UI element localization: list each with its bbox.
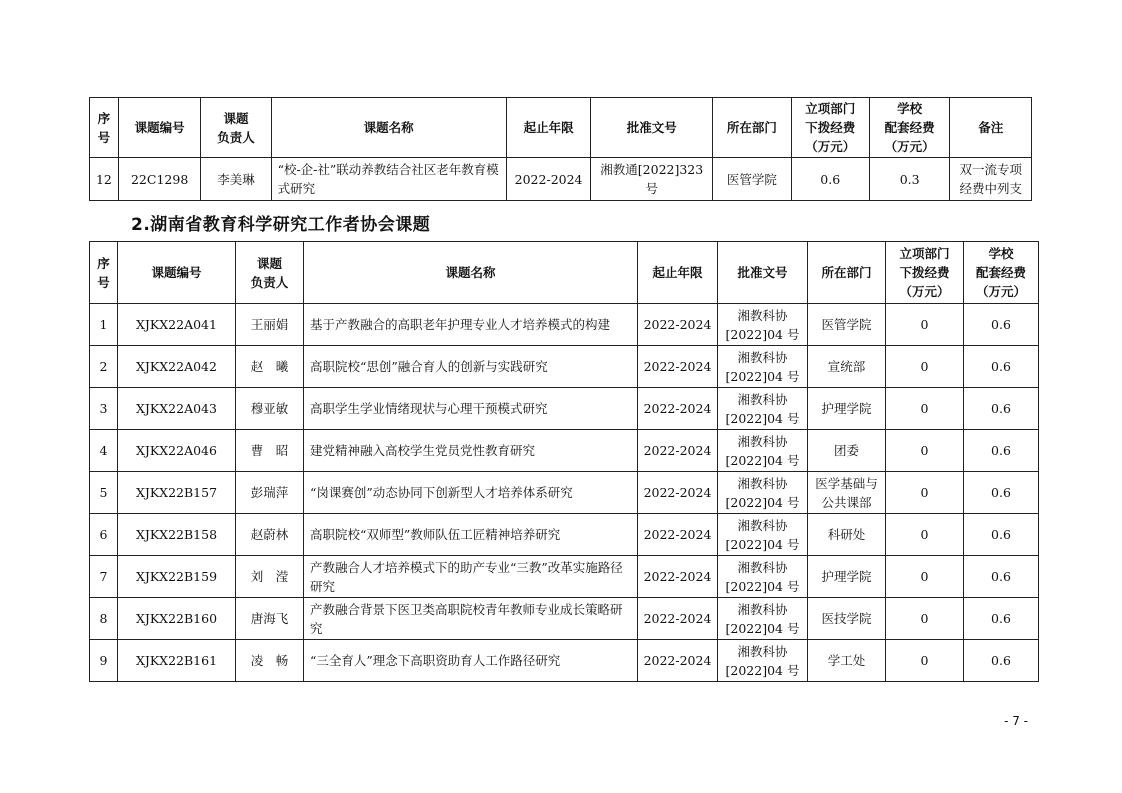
table-cell: XJKX22B158: [118, 514, 236, 556]
table-row: [90, 556, 1039, 598]
table-cell: 科研处: [808, 514, 886, 556]
table-cell: 22C1298: [118, 158, 201, 201]
table-row: [90, 430, 1039, 472]
table-cell: 2: [90, 346, 118, 388]
table-cell: 赵 曦: [236, 346, 304, 388]
table-cell: 穆亚敏: [236, 388, 304, 430]
table-cell: 唐海飞: [236, 598, 304, 640]
table-cell: 2022-2024: [638, 346, 718, 388]
column-header: 序 号: [90, 98, 119, 158]
table-cell: 0.6: [791, 158, 869, 201]
table-cell: 0: [886, 346, 964, 388]
table-cell: 护理学院: [808, 388, 886, 430]
table-cell: 团委: [808, 430, 886, 472]
table-cell: 双一流专项经费中列支: [950, 158, 1032, 201]
column-header: 起止年限: [506, 98, 591, 158]
table-cell: 0.6: [964, 556, 1039, 598]
table-cell: 0: [886, 640, 964, 682]
column-header: 序 号: [90, 242, 118, 304]
table-cell: 湘教科协 [2022]04 号: [718, 388, 808, 430]
column-header: 批准文号: [718, 242, 808, 304]
table-cell: 医技学院: [808, 598, 886, 640]
table-cell: 湘教科协 [2022]04 号: [718, 346, 808, 388]
table-cell: 湘教科协 [2022]04 号: [718, 640, 808, 682]
column-header: 立项部门 下拨经费 （万元）: [791, 98, 869, 158]
table-cell: 医管学院: [713, 158, 791, 201]
table-cell: 2022-2024: [506, 158, 591, 201]
table-cell: 0.6: [964, 598, 1039, 640]
column-header: 起止年限: [638, 242, 718, 304]
table-cell: 0.6: [964, 346, 1039, 388]
table-cell: 2022-2024: [638, 514, 718, 556]
table-cell: 湘教科协 [2022]04 号: [718, 598, 808, 640]
table-row: [90, 158, 1032, 201]
table-cell: 产教融合背景下医卫类高职院校青年教师专业成长策略研究: [304, 598, 638, 640]
column-header: 立项部门 下拨经费 （万元）: [886, 242, 964, 304]
table-cell: 2022-2024: [638, 556, 718, 598]
table-cell: XJKX22B160: [118, 598, 236, 640]
column-header: 课题名称: [271, 98, 506, 158]
table-cell: 0.6: [964, 472, 1039, 514]
table-cell: 0.3: [869, 158, 949, 201]
column-header: 课题编号: [118, 242, 236, 304]
table-cell: 湘教科协 [2022]04 号: [718, 304, 808, 346]
table-cell: 0.6: [964, 430, 1039, 472]
column-header: 备注: [950, 98, 1032, 158]
table-cell: 高职院校“双师型”教师队伍工匠精神培养研究: [304, 514, 638, 556]
table-cell: 王丽娟: [236, 304, 304, 346]
table-cell: 建党精神融入高校学生党员党性教育研究: [304, 430, 638, 472]
table-row: [90, 598, 1039, 640]
section-heading: 2.湖南省教育科学研究工作者协会课题: [131, 215, 431, 235]
table-cell: “校-企-社”联动养教结合社区老年教育模式研究: [271, 158, 506, 201]
table-cell: 0: [886, 388, 964, 430]
table-cell: 0: [886, 598, 964, 640]
table-cell: 医学基础与 公共课部: [808, 472, 886, 514]
column-header: 批准文号: [591, 98, 713, 158]
table-cell: “岗课赛创”动态协同下创新型人才培养体系研究: [304, 472, 638, 514]
table-cell: 9: [90, 640, 118, 682]
table-row: [90, 514, 1039, 556]
table-cell: 湘教科协 [2022]04 号: [718, 472, 808, 514]
table-cell: 1: [90, 304, 118, 346]
table-cell: 8: [90, 598, 118, 640]
column-header: 学校 配套经费 （万元）: [869, 98, 949, 158]
table-cell: 曹 昭: [236, 430, 304, 472]
table-1: [89, 97, 1032, 201]
table-cell: 高职院校“思创”融合育人的创新与实践研究: [304, 346, 638, 388]
table-cell: 0: [886, 304, 964, 346]
table-cell: 湘教通[2022]323 号: [591, 158, 713, 201]
table-cell: 7: [90, 556, 118, 598]
column-header: 课题编号: [118, 98, 201, 158]
column-header: 课题 负责人: [201, 98, 271, 158]
table-cell: 高职学生学业情绪现状与心理干预模式研究: [304, 388, 638, 430]
table-cell: 12: [90, 158, 119, 201]
table-cell: 0: [886, 556, 964, 598]
table-cell: 产教融合人才培养模式下的助产专业“三教”改革实施路径研究: [304, 556, 638, 598]
table-2: [89, 241, 1039, 682]
table-cell: 0.6: [964, 304, 1039, 346]
table-cell: 湘教科协 [2022]04 号: [718, 556, 808, 598]
table-cell: 赵蔚林: [236, 514, 304, 556]
table-cell: 彭瑞萍: [236, 472, 304, 514]
table-cell: 2022-2024: [638, 640, 718, 682]
table-cell: 2022-2024: [638, 388, 718, 430]
table-row: [90, 388, 1039, 430]
table-cell: XJKX22A046: [118, 430, 236, 472]
table-row: [90, 472, 1039, 514]
column-header: 所在部门: [713, 98, 791, 158]
table-cell: 3: [90, 388, 118, 430]
table-cell: XJKX22A042: [118, 346, 236, 388]
table-cell: 0.6: [964, 640, 1039, 682]
table-cell: 学工处: [808, 640, 886, 682]
column-header: 课题 负责人: [236, 242, 304, 304]
table-cell: 凌 畅: [236, 640, 304, 682]
column-header: 课题名称: [304, 242, 638, 304]
table-cell: 护理学院: [808, 556, 886, 598]
table-cell: 0.6: [964, 514, 1039, 556]
table-cell: 2022-2024: [638, 430, 718, 472]
page-number: - 7 -: [1004, 714, 1028, 728]
table-cell: 0: [886, 430, 964, 472]
table-cell: 刘 滢: [236, 556, 304, 598]
table-cell: 湘教科协 [2022]04 号: [718, 430, 808, 472]
table-cell: 6: [90, 514, 118, 556]
table-cell: 5: [90, 472, 118, 514]
column-header: 学校 配套经费 （万元）: [964, 242, 1039, 304]
table-cell: 2022-2024: [638, 304, 718, 346]
table-cell: 2022-2024: [638, 598, 718, 640]
table-cell: 李美琳: [201, 158, 271, 201]
table-cell: 湘教科协 [2022]04 号: [718, 514, 808, 556]
table-cell: XJKX22A043: [118, 388, 236, 430]
table-row: [90, 346, 1039, 388]
table-cell: “三全育人”理念下高职资助育人工作路径研究: [304, 640, 638, 682]
table-cell: 2022-2024: [638, 472, 718, 514]
table-cell: XJKX22B157: [118, 472, 236, 514]
table-1-header: [90, 98, 1032, 158]
column-header: 所在部门: [808, 242, 886, 304]
table-cell: 0: [886, 514, 964, 556]
table-row: [90, 304, 1039, 346]
table-cell: 宣统部: [808, 346, 886, 388]
table-cell: 4: [90, 430, 118, 472]
table-row: [90, 640, 1039, 682]
table-cell: XJKX22B161: [118, 640, 236, 682]
table-2-header: [90, 242, 1039, 304]
table-cell: XJKX22A041: [118, 304, 236, 346]
table-cell: 医管学院: [808, 304, 886, 346]
table-cell: 0: [886, 472, 964, 514]
table-cell: XJKX22B159: [118, 556, 236, 598]
table-cell: 基于产教融合的高职老年护理专业人才培养模式的构建: [304, 304, 638, 346]
table-cell: 0.6: [964, 388, 1039, 430]
